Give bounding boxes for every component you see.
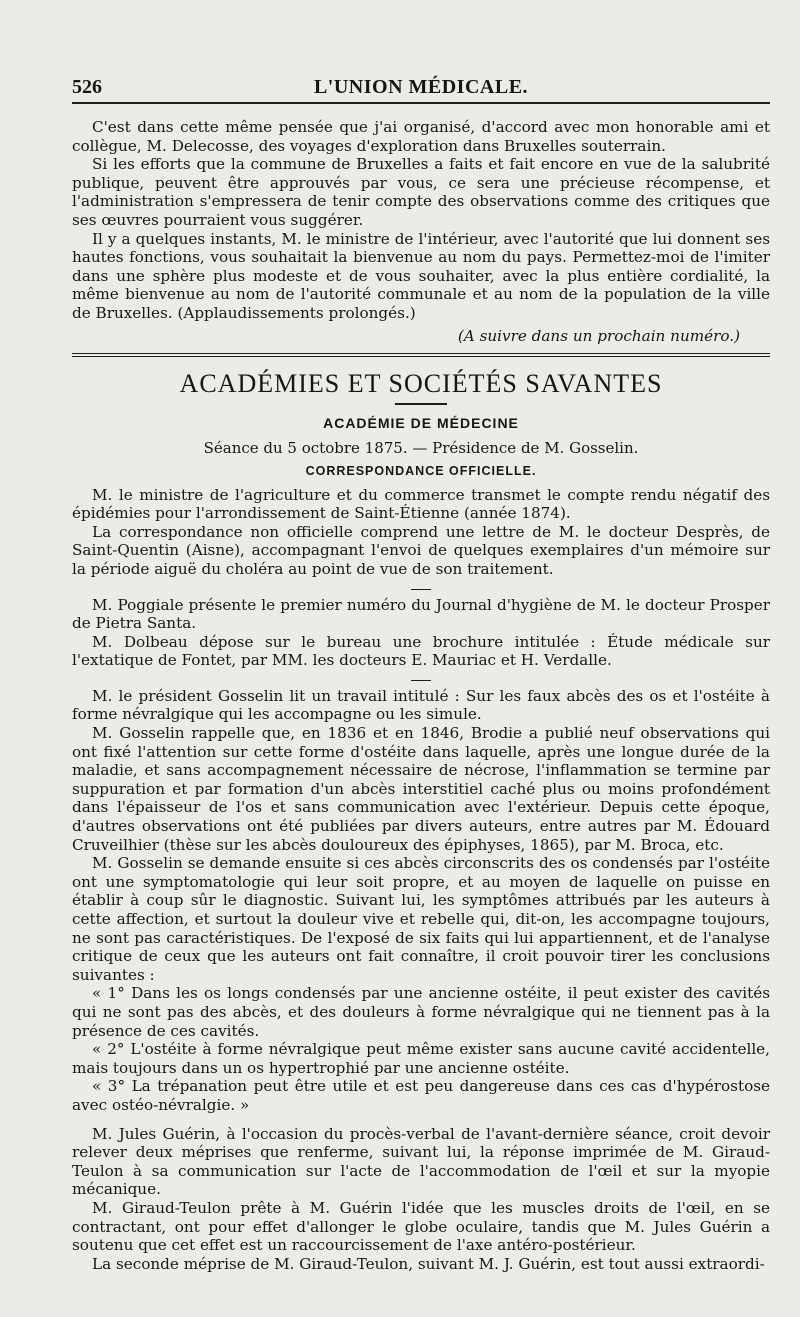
conclusion-item: « 3° La trépanation peut être utile et est peu dangereuse dans ces cas d'hypérostose avec ostéo-névralgie. » bbox=[72, 1077, 770, 1114]
running-title: L'UNION MÉDICALE. bbox=[313, 76, 529, 98]
intro-paragraph: Si les efforts que la commune de Bruxelles a faits et fait encore en vue de la salubrité publique, peuvent être approuvés par vous, ce sera une précieuse récompense, et l'administration s'empressera de tenir compte des observations comme des critiques que ses œuvres pourraient vous suggérer. bbox=[72, 155, 770, 229]
correspondence-heading: CORRESPONDANCE OFFICIELLE. bbox=[305, 463, 537, 478]
presentation-paragraph: M. Poggiale présente le premier numéro du Journal d'hygiène de M. le docteur Prosper de Pietra Santa. bbox=[72, 595, 770, 633]
intro-paragraph: C'est dans cette même pensée que j'ai organisé, d'accord avec mon honorable ami et collègue, M. Delecosse, des voyages d'exploration dans Bruxelles souterrain. bbox=[72, 118, 770, 155]
presentation-paragraph: M. Dolbeau dépose sur le bureau une brochure intitulée : Étude médicale sur l'extatique de Fontet, par MM. les docteurs E. Mauriac et H. Verdalle. bbox=[72, 632, 770, 670]
guerin-paragraph: M. Giraud-Teulon prête à M. Guérin l'idée que les muscles droits de l'œil, en se contractant, ont pour effet d'allonger le globe oculaire, tandis que M. Jules Guérin a soutenu que cet effet est un raccourcissement de l'axe antéro-postérieur. bbox=[72, 1198, 770, 1255]
session-line: Séance du 5 octobre 1875. — Présidence de M. Gosselin. bbox=[203, 438, 639, 457]
academy-title: ACADÉMIE DE MÉDECINE bbox=[323, 414, 519, 431]
gosselin-paragraph: M. le président Gosselin lit un travail intitulé : Sur les faux abcès des os et l'ostéite à forme névralgique qui les accompagne ou les simule. bbox=[72, 686, 770, 724]
guerin-paragraph: La seconde méprise de M. Giraud-Teulon, suivant M. J. Guérin, est tout aussi extraordi- bbox=[92, 1254, 765, 1273]
correspondence-paragraph: La correspondance non officielle comprend une lettre de M. le docteur Desprès, de Saint-Quentin (Aisne), accompagnant l'envoi de quelques exemplaires d'un mémoire sur la période aiguë du choléra au point de vue de son traitement. bbox=[72, 522, 770, 578]
intro-paragraph: Il y a quelques instants, M. le ministre de l'intérieur, avec l'autorité que lui donnent ses hautes fonctions, vous souhaitait la bienvenue au nom du pays. Permettez-moi de l'imiter dans une sphère plus modeste et de vous souhaiter, avec la plus entière cordialité, la même bienvenue au nom de l'autorité communale et au nom de la population de la ville de Bruxelles. (Applaudissements prolongés.) bbox=[72, 229, 770, 322]
guerin-paragraph: M. Jules Guérin, à l'occasion du procès-verbal de l'avant-dernière séance, croit devoir relever deux méprises que renferme, suivant lui, la réponse imprimée de M. Giraud-Teulon à sa communication sur l'acte de l'accommodation de l'œil et sur la myopie mécanique. bbox=[72, 1124, 770, 1199]
section-divider bbox=[72, 353, 770, 357]
title-underline bbox=[395, 403, 447, 405]
conclusion-item: « 2° L'ostéite à forme névralgique peut même exister sans aucune cavité accidentelle, mais toujours dans un os hypertrophié par une ancienne ostéite. bbox=[72, 1040, 770, 1077]
gosselin-paragraph: M. Gosselin se demande ensuite si ces abcès circonscrits des os condensés par l'ostéite ont une symptomatologie qui leur soit propre, et au moyen de laquelle on puisse en établir à coup sûr le diagnostic. Suivant lui, les symptômes attribués par les auteurs à cette affection, et surtout la douleur vive et rebelle qui, dit-on, les accompagne toujours, ne sont pas caractéristiques. De l'exposé de six faits qui lui appartiennent, et de l'analyse critique de ceux que les auteurs ont fait connaître, il croit pouvoir tirer les conclusions suivantes : bbox=[72, 854, 770, 984]
correspondence-paragraph: M. le ministre de l'agriculture et du commerce transmet le compte rendu négatif des épidémies pour l'arrondissement de Saint-Étienne (année 1874). bbox=[72, 485, 770, 523]
page-number: 526 bbox=[72, 76, 102, 98]
page-header bbox=[72, 66, 770, 96]
gosselin-paragraph: M. Gosselin rappelle que, en 1836 et en 1846, Brodie a publié neuf observations qui ont fixé l'attention sur cette forme d'ostéite dans laquelle, après une longue durée de la maladie, et sans accompagnement nécessaire de nécrose, l'inflammation se termine par suppuration et par formation d'un abcès interstitiel caché plus ou moins profondément dans l'épaisseur de l'os et sans communication avec l'extérieur. Depuis cette époque, d'autres observations ont été publiées par divers auteurs, entre autres par M. Édouard Cruveilhier (thèse sur les abcès douloureux des épiphyses, 1865), par M. Broca, etc. bbox=[72, 724, 770, 854]
to-be-continued-note: (A suivre dans un prochain numéro.) bbox=[457, 326, 740, 345]
conclusion-item: « 1° Dans les os longs condensés par une ancienne ostéite, il peut exister des cavités qui ne sont pas des abcès, et des douleurs à forme névralgique qui ne tiennent pas à la présence de ces cavités. bbox=[72, 984, 770, 1040]
section-title: ACADÉMIES ET SOCIÉTÉS SAVANTES bbox=[179, 368, 663, 398]
